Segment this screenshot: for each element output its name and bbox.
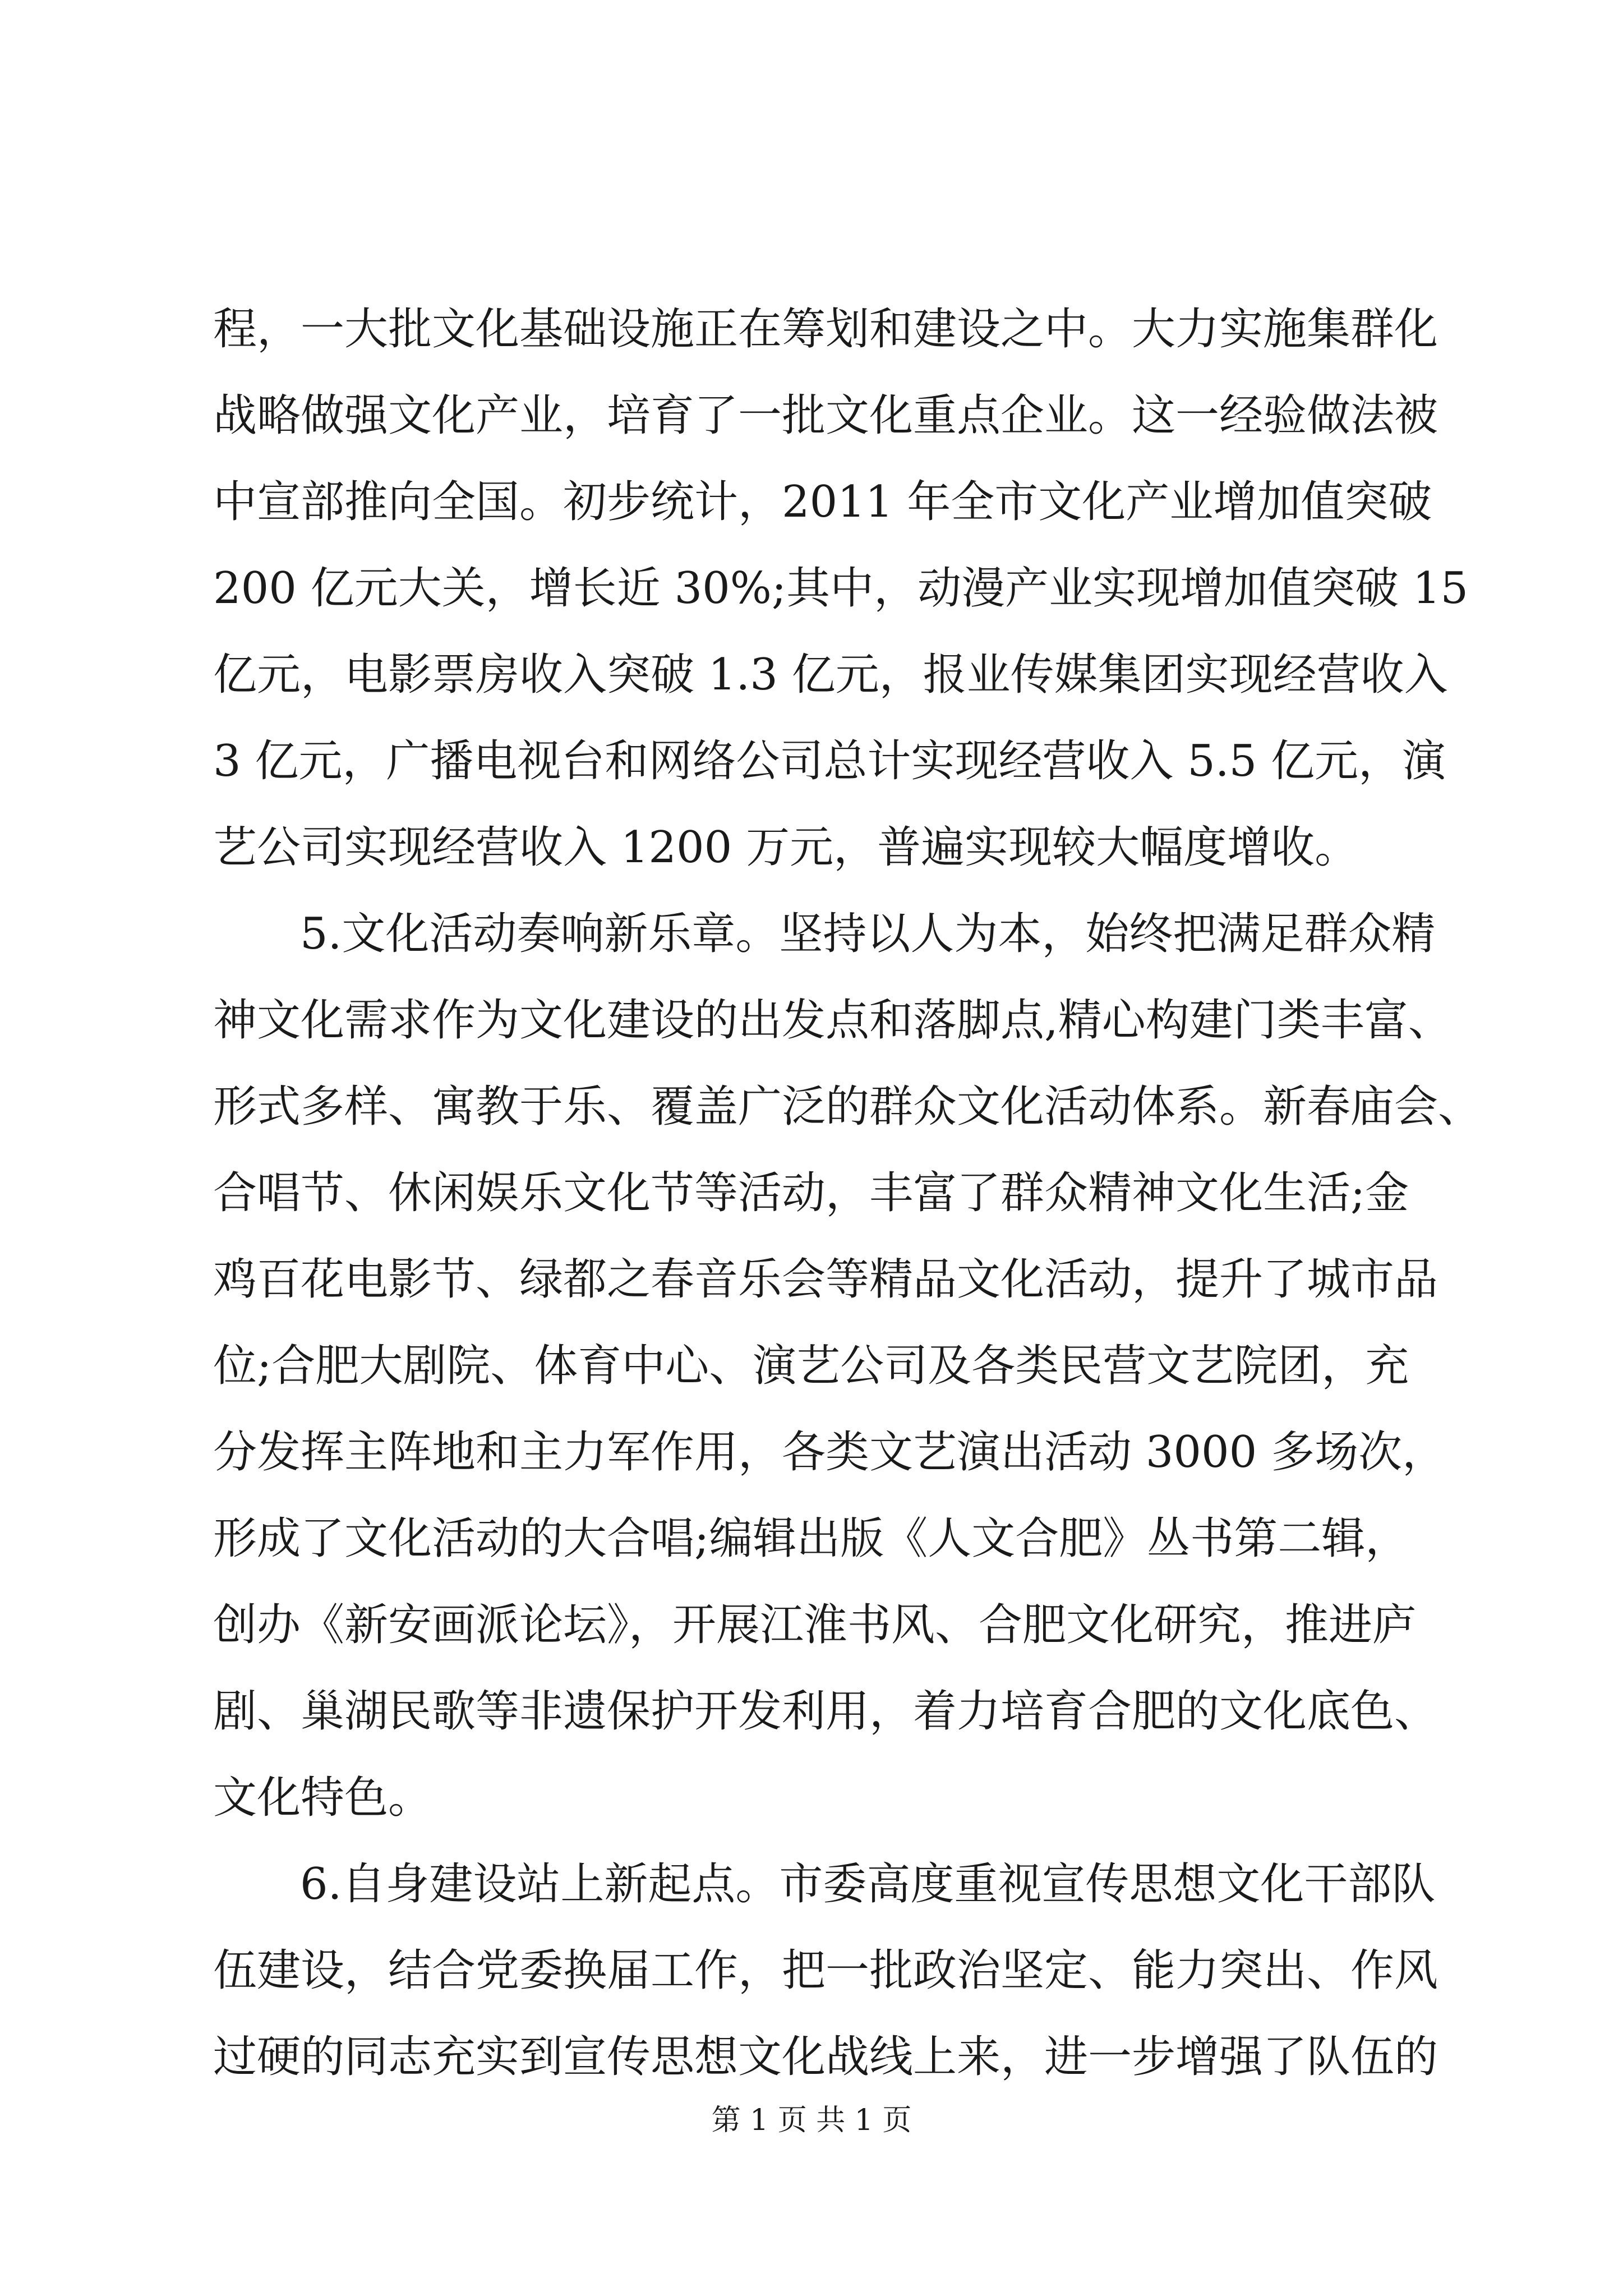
text-line: 文化特色。	[213, 1773, 432, 1823]
text-line: 伍建设，结合党委换届工作，把一批政治坚定、能力突出、作风	[213, 1945, 1438, 1996]
text-line: 200 亿元大关，增长近 30%;其中，动漫产业实现增加值突破 15	[213, 563, 1469, 614]
text-line: 中宣部推向全国。初步统计，2011 年全市文化产业增加值突破	[213, 477, 1432, 527]
text-line: 过硬的同志充实到宣传思想文化战线上来，进一步增强了队伍的	[213, 2032, 1438, 2082]
text-line: 神文化需求作为文化建设的出发点和落脚点,精心构建门类丰富、	[213, 995, 1452, 1046]
text-line: 鸡百花电影节、绿都之春音乐会等精品文化活动，提升了城市品	[213, 1254, 1438, 1305]
text-line: 剧、巢湖民歌等非遗保护开发利用，着力培育合肥的文化底色、	[213, 1686, 1438, 1737]
text-line: 形成了文化活动的大合唱;编辑出版《人文合肥》丛书第二辑，	[213, 1513, 1409, 1564]
text-line: 亿元，电影票房收入突破 1.3 亿元，报业传媒集团实现经营收入	[213, 650, 1448, 700]
text-line: 3 亿元，广播电视台和网络公司总计实现经营收入 5.5 亿元，演	[213, 736, 1446, 786]
text-line: 形式多样、寓教于乐、覆盖广泛的群众文化活动体系。新春庙会、	[213, 1082, 1482, 1132]
text-line: 位;合肥大剧院、体育中心、演艺公司及各类民营文艺院团，充	[213, 1341, 1409, 1391]
text-line: 分发挥主阵地和主力军作用，各类文艺演出活动 3000 多场次，	[213, 1427, 1446, 1478]
text-line: 艺公司实现经营收入 1200 万元，普遍实现较大幅度增收。	[213, 822, 1359, 873]
paragraph-start-line: 5.文化活动奏响新乐章。坚持以人为本，始终把满足群众精	[300, 909, 1436, 959]
page-footer: 第 1 页 共 1 页	[711, 2104, 912, 2137]
text-line: 程，一大批文化基础设施正在筹划和建设之中。大力实施集群化	[213, 304, 1438, 355]
text-line: 战略做强文化产业，培育了一批文化重点企业。这一经验做法被	[213, 390, 1438, 441]
paragraph-start-line: 6.自身建设站上新起点。市委高度重视宣传思想文化干部队	[300, 1859, 1436, 1910]
text-line: 创办《新安画派论坛》，开展江淮书风、合肥文化研究，推进庐	[213, 1600, 1417, 1650]
text-line: 合唱节、休闲娱乐文化节等活动，丰富了群众精神文化生活;金	[213, 1168, 1409, 1218]
